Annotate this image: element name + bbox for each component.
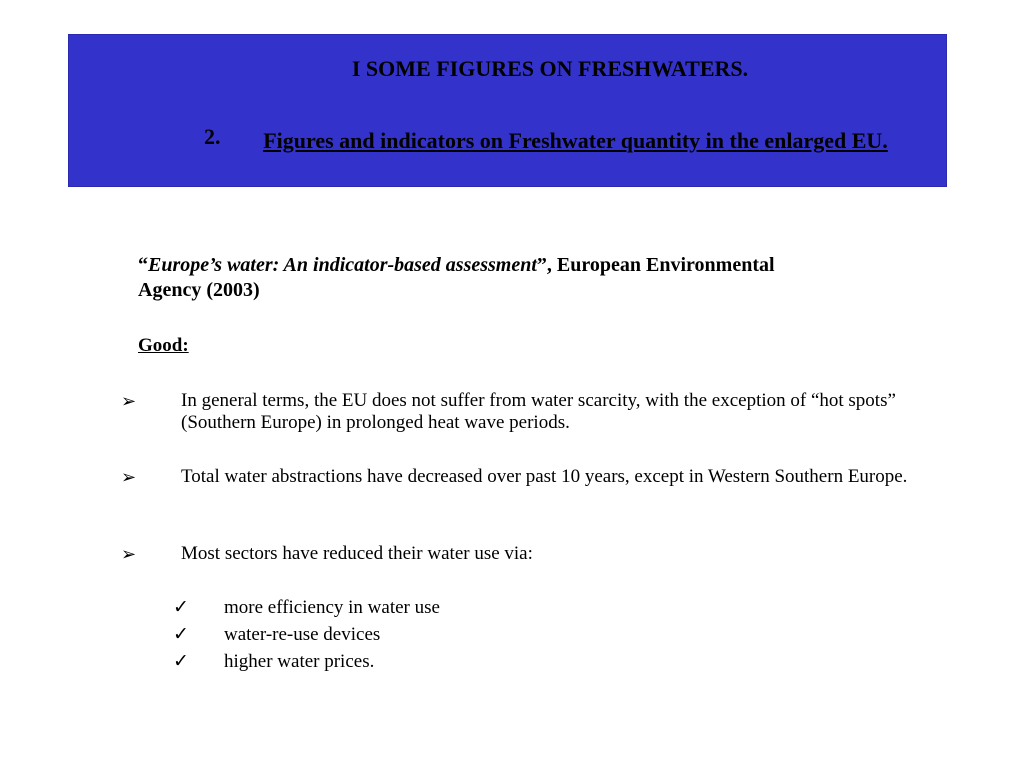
source-citation (138, 253, 838, 303)
check-text: water-re-use devices (224, 624, 381, 645)
bullet-text: In general terms, the EU does not suffer from water scarcity, with the exception of “hot spots” (Southern Europe) in prolonged heat wave periods. (181, 390, 896, 433)
subtitle-number: 2. (204, 124, 221, 149)
bullet-text: Most sectors have reduced their water use via: (181, 543, 533, 564)
check-text: more efficiency in water use (224, 597, 440, 618)
check-text: higher water prices. (224, 651, 375, 672)
checkmark-icon: ✓ (173, 651, 189, 672)
checkmark-icon: ✓ (173, 597, 189, 618)
good-heading: Good: (138, 335, 189, 356)
slide-title: I SOME FIGURES ON FRESHWATERS. (351, 56, 749, 81)
source-open-quote: “ (138, 254, 148, 276)
source-title: Europe’s water: An indicator-based assessment (148, 254, 537, 276)
arrow-bullet-icon: ➢ (121, 391, 137, 411)
checkmark-icon: ✓ (173, 624, 189, 645)
source-publisher: ”, European Environmental Agency (2003) (138, 254, 775, 301)
arrow-bullet-icon: ➢ (121, 467, 137, 487)
slide-subtitle: Figures and indicators on Freshwater quantity in the enlarged EU. (263, 128, 888, 153)
arrow-bullet-icon: ➢ (121, 544, 137, 564)
bullet-text: Total water abstractions have decreased over past 10 years, except in Western Southern Europe. (181, 466, 908, 487)
